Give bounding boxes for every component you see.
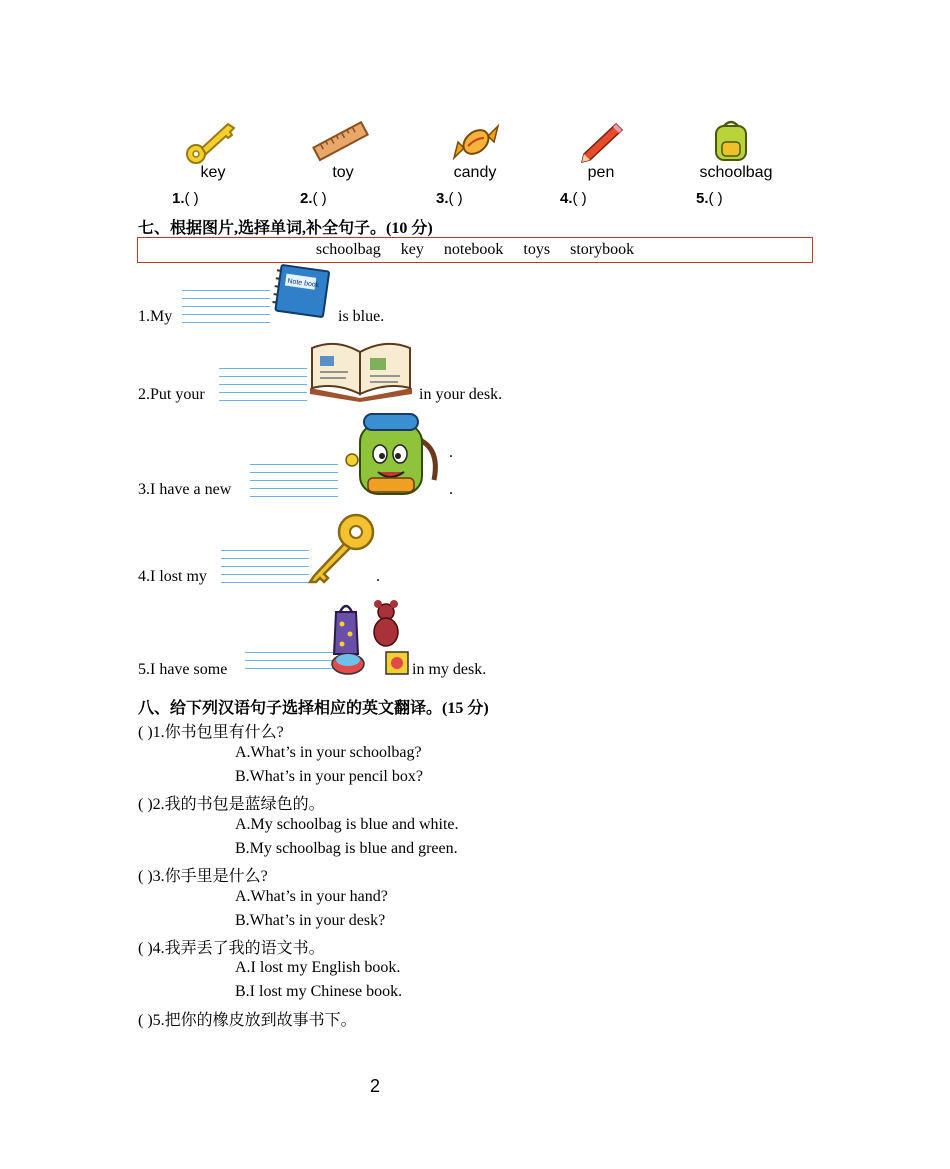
blank-4[interactable] — [221, 550, 309, 590]
answer-slot-4: 4.( ) — [560, 190, 587, 207]
candy-icon — [448, 118, 504, 166]
blank-1[interactable] — [182, 290, 270, 330]
word-bank-item: schoolbag — [315, 241, 381, 258]
question-text: 5.把你的橡皮放到故事书下。 — [152, 1012, 357, 1029]
option-1b: B.What’s in your pencil box? — [235, 768, 423, 785]
word-bank — [137, 237, 813, 263]
section7-title: 七、根据图片,选择单词,补全句子。(10 分) — [138, 220, 433, 237]
blank-2[interactable] — [219, 368, 307, 408]
big-key-icon — [306, 512, 376, 586]
option-2a: A.My schoolbag is blue and white. — [235, 816, 459, 833]
picture-word: candy — [453, 164, 497, 181]
word-bank-item: key — [400, 241, 424, 258]
blank-5[interactable] — [245, 652, 333, 676]
question-text: 4.我弄丢了我的语文书。 — [152, 940, 325, 957]
notebook-icon — [270, 264, 334, 322]
option-4a: A.I lost my English book. — [235, 959, 401, 976]
question-2 — [138, 791, 325, 814]
answer-paren: ( ) — [138, 868, 153, 885]
word-bank-item: notebook — [443, 241, 504, 258]
sentence-3-dot-top: . — [449, 444, 453, 461]
section8-title: 八、给下列汉语句子选择相应的英文翻译。(15 分) — [138, 700, 489, 717]
word-bank-item: toys — [523, 241, 551, 258]
answer-slot-1: 1.( ) — [172, 190, 199, 207]
sentence-1-end: is blue. — [338, 308, 385, 325]
sentence-2-end: in your desk. — [419, 386, 503, 403]
question-text: 1.你书包里有什么? — [152, 724, 284, 741]
answer-paren: ( ) — [138, 940, 153, 957]
question-text: 2.我的书包是蓝绿色的。 — [152, 796, 325, 813]
sentence-4-start: 4.I lost my — [138, 568, 207, 585]
question-4 — [138, 935, 325, 958]
answer-paren: ( ) — [138, 796, 153, 813]
notebook-cover-text: Note book — [286, 277, 320, 290]
key-icon — [182, 118, 240, 168]
schoolbag-character-icon — [344, 410, 446, 496]
picture-word: schoolbag — [699, 164, 773, 181]
blank-3[interactable] — [250, 464, 338, 504]
question-text: 3.你手里是什么? — [152, 868, 268, 885]
answer-paren: ( ) — [138, 724, 153, 741]
question-3 — [138, 863, 268, 886]
answer-slot-3: 3.( ) — [436, 190, 463, 207]
sentence-4-end: . — [376, 568, 380, 585]
page-number: 2 — [370, 1076, 381, 1096]
toys-icon — [330, 598, 412, 678]
picture-word: pen — [587, 164, 615, 181]
answer-slot-2: 2.( ) — [300, 190, 327, 207]
sentence-5-end: in my desk. — [412, 661, 487, 678]
option-2b: B.My schoolbag is blue and green. — [235, 840, 458, 857]
question-5 — [138, 1007, 357, 1030]
answer-slot-5: 5.( ) — [696, 190, 723, 207]
sentence-3-start: 3.I have a new — [138, 481, 232, 498]
sentence-5-start: 5.I have some — [138, 661, 228, 678]
sentence-2-start: 2.Put your — [138, 386, 205, 403]
sentence-1-start: 1.My — [138, 308, 173, 325]
answer-paren: ( ) — [138, 1012, 153, 1029]
option-3a: A.What’s in your hand? — [235, 888, 388, 905]
picture-word: toy — [332, 164, 354, 181]
question-1 — [138, 719, 284, 742]
ruler-icon — [312, 120, 370, 164]
option-3b: B.What’s in your desk? — [235, 912, 386, 929]
picture-word: key — [200, 164, 226, 181]
schoolbag-icon — [712, 118, 750, 164]
pencil-icon — [576, 120, 626, 166]
word-bank-item: storybook — [570, 241, 635, 258]
storybook-icon — [306, 338, 416, 402]
sentence-3-end: . — [449, 481, 453, 498]
option-4b: B.I lost my Chinese book. — [235, 983, 403, 1000]
option-1a: A.What’s in your schoolbag? — [235, 744, 422, 761]
